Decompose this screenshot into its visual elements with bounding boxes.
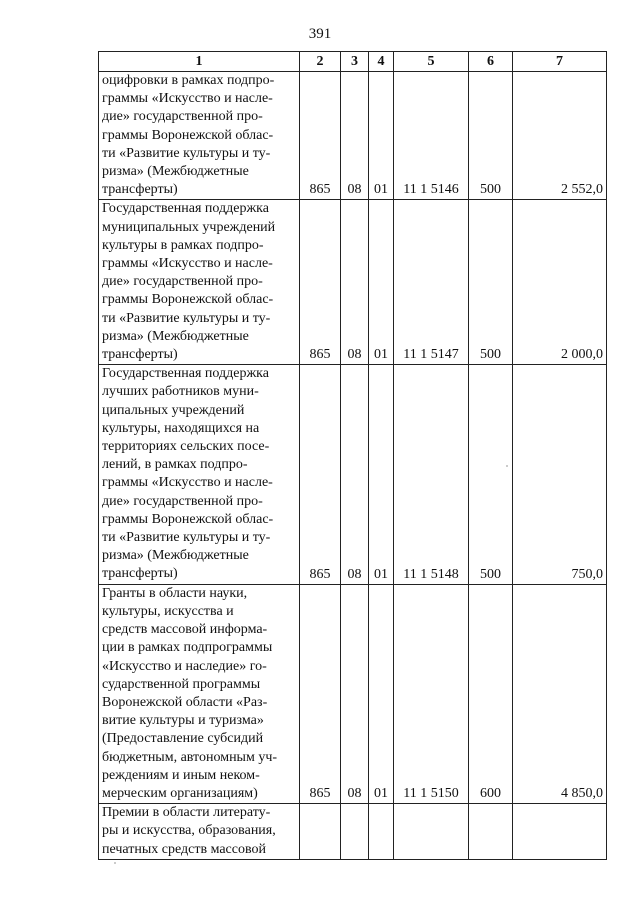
expense-name-line: (Предоставление субсидий xyxy=(102,731,264,747)
ministry-code-cell: 865 xyxy=(300,72,341,200)
expense-name-line: граммы Воронежской облас- xyxy=(102,292,274,308)
expense-name-line: печатных средств массовой xyxy=(102,841,266,857)
col-header-1: 1 xyxy=(99,52,300,72)
subsection-code-cell: 01 xyxy=(369,584,394,803)
expense-name-line: дие» государственной про- xyxy=(102,109,263,125)
expense-name-line: ти «Развитие культуры и ту- xyxy=(102,145,271,161)
expense-name-line: витие культуры и туризма» xyxy=(102,713,264,729)
expense-name-line: Гранты в области науки, xyxy=(102,585,248,601)
expense-name-line: ризма» (Межбюджетные xyxy=(102,164,249,180)
expense-name-line: оцифровки в рамках подпро- xyxy=(102,73,275,88)
expense-name-line: Государственная поддержка xyxy=(102,366,269,382)
col-header-7: 7 xyxy=(513,52,607,72)
section-code-cell: 08 xyxy=(341,200,369,365)
expense-name-line: ризма» (Межбюджетные xyxy=(102,548,249,564)
target-item-cell: 11 1 5150 xyxy=(394,584,469,803)
scan-speck xyxy=(114,862,116,864)
col-header-5: 5 xyxy=(394,52,469,72)
col-header-3: 3 xyxy=(341,52,369,72)
expense-name-line: ры и искусства, образования, xyxy=(102,823,276,839)
expense-name-line: ризма» (Межбюджетные xyxy=(102,328,249,344)
expense-name-line: Воронежской области «Раз- xyxy=(102,694,268,710)
expense-name-line: Премии в области литерату- xyxy=(102,805,271,821)
expense-name-line: муниципальных учреждений xyxy=(102,219,276,235)
expense-name-line: ти «Развитие культуры и ту- xyxy=(102,310,271,326)
subsection-code-cell xyxy=(369,804,394,860)
expense-name-line: трансферты) xyxy=(102,347,178,363)
amount-cell: 4 850,0 xyxy=(513,584,607,803)
ministry-code-cell: 865 xyxy=(300,365,341,584)
expense-name-line: трансферты) xyxy=(102,182,178,198)
col-header-4: 4 xyxy=(369,52,394,72)
expense-name-line: ципальных учреждений xyxy=(102,402,245,418)
table-row xyxy=(99,365,607,584)
expense-name-line: дие» государственной про- xyxy=(102,493,263,509)
section-code-cell: 08 xyxy=(341,584,369,803)
expense-name-line: культуры, находящихся на xyxy=(102,420,260,436)
expense-name-line: лучших работников муни- xyxy=(102,384,259,400)
target-item-cell: 11 1 5146 xyxy=(394,72,469,200)
table-row xyxy=(99,200,607,365)
expense-name-line: граммы Воронежской облас- xyxy=(102,127,274,143)
expense-name-line: граммы «Искусство и насле- xyxy=(102,256,273,272)
expense-name-line: бюджетным, автономным уч- xyxy=(102,749,278,765)
table-row xyxy=(99,584,607,803)
expense-name-line: граммы «Искусство и насле- xyxy=(102,475,273,491)
ministry-code-cell: 865 xyxy=(300,584,341,803)
table-row xyxy=(99,804,607,860)
expense-type-cell xyxy=(469,804,513,860)
amount-cell: 2 000,0 xyxy=(513,200,607,365)
expense-name-line: «Искусство и наследие» го- xyxy=(102,658,267,674)
expense-name-line: Государственная поддержка xyxy=(102,201,269,217)
expense-name-cell xyxy=(99,72,300,200)
budget-table xyxy=(98,51,607,860)
table-row xyxy=(99,72,607,200)
expense-name-cell xyxy=(99,804,300,860)
expense-name-line: лений, в рамках подпро- xyxy=(102,457,248,473)
target-item-cell: 11 1 5148 xyxy=(394,365,469,584)
expense-name-line: граммы Воронежской облас- xyxy=(102,511,274,527)
expense-type-cell: 500 xyxy=(469,365,513,584)
expense-name-line: дие» государственной про- xyxy=(102,274,263,290)
col-header-2: 2 xyxy=(300,52,341,72)
amount-cell: 2 552,0 xyxy=(513,72,607,200)
page-number: 391 xyxy=(308,26,332,42)
section-code-cell: 08 xyxy=(341,72,369,200)
expense-name-line: культуры в рамках подпро- xyxy=(102,237,264,253)
expense-name-line: территориях сельских посе- xyxy=(102,439,270,455)
expense-name-line: ции в рамках подпрограммы xyxy=(102,640,273,656)
expense-type-cell: 600 xyxy=(469,584,513,803)
expense-name-line: мерческим организациям) xyxy=(102,785,258,801)
expense-name-cell xyxy=(99,584,300,803)
expense-name-line: сударственной программы xyxy=(102,676,261,692)
section-code-cell xyxy=(341,804,369,860)
ministry-code-cell xyxy=(300,804,341,860)
expense-name-line: граммы «Искусство и насле- xyxy=(102,91,273,107)
expense-name-line: средств массовой информа- xyxy=(102,622,268,638)
amount-cell: 750,0 xyxy=(513,365,607,584)
expense-name-line: реждениям и иным неком- xyxy=(102,767,260,783)
expense-name-line: трансферты) xyxy=(102,566,178,582)
section-code-cell: 08 xyxy=(341,365,369,584)
expense-name-cell xyxy=(99,365,300,584)
target-item-cell: 11 1 5147 xyxy=(394,200,469,365)
expense-name-line: ти «Развитие культуры и ту- xyxy=(102,530,271,546)
expense-name-line: культуры, искусства и xyxy=(102,603,234,619)
target-item-cell xyxy=(394,804,469,860)
header-row xyxy=(99,52,607,72)
expense-name-cell xyxy=(99,200,300,365)
subsection-code-cell: 01 xyxy=(369,365,394,584)
subsection-code-cell: 01 xyxy=(369,200,394,365)
amount-cell xyxy=(513,804,607,860)
scan-speck xyxy=(506,465,508,467)
ministry-code-cell: 865 xyxy=(300,200,341,365)
expense-type-cell: 500 xyxy=(469,200,513,365)
col-header-6: 6 xyxy=(469,52,513,72)
subsection-code-cell: 01 xyxy=(369,72,394,200)
expense-type-cell: 500 xyxy=(469,72,513,200)
